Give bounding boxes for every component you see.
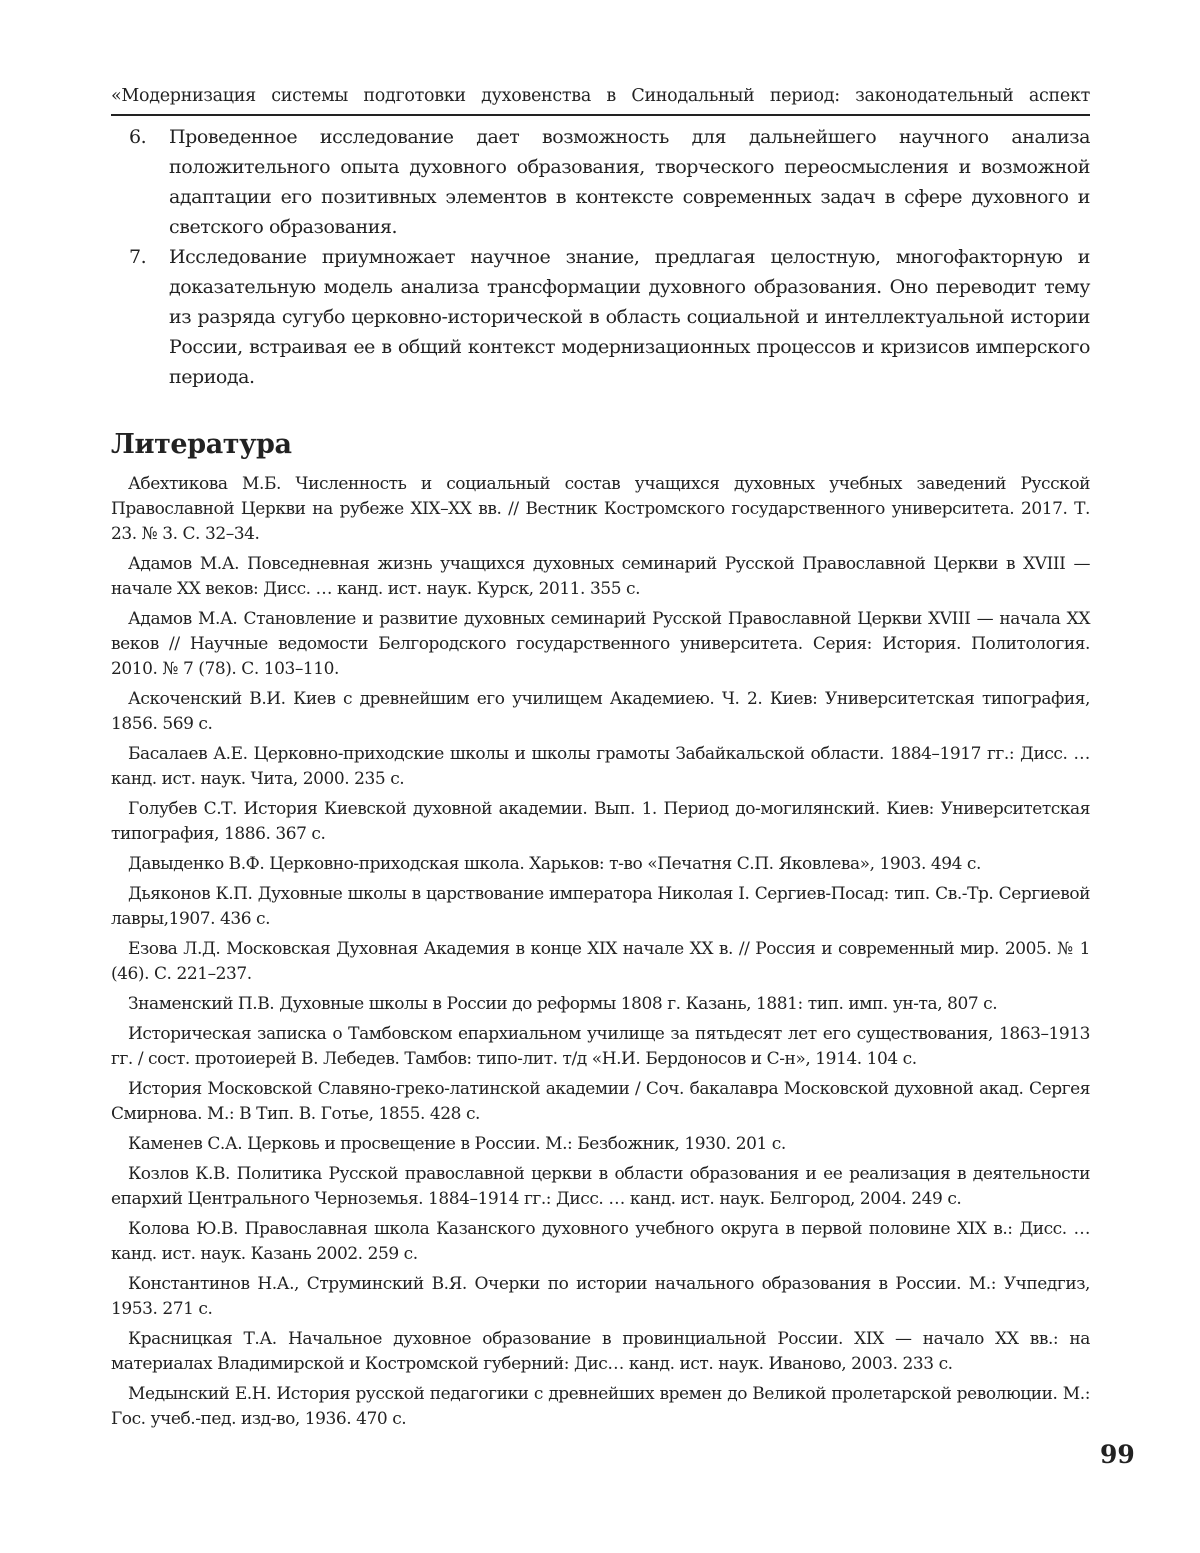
reference-entry: Константинов Н.А., Струминский В.Я. Очерки по истории начального образования в России. М.: Учпедгиз, 1953. 271 с. (111, 1274, 1090, 1319)
reference-entry: Аскоченский В.И. Киев с древнейшим его училищем Академиею. Ч. 2. Киев: Университетская типография, 1856. 569 с. (111, 689, 1090, 734)
reference-entry: Адамов М.А. Становление и развитие духовных семинарий Русской Православной Церкви XVIII — начала XX веков // Научные ведомости Белгородского государственного университета. Серия: История. Политология. 2010. № 7 (78). С. 103–110. (111, 609, 1090, 679)
reference-entry: Каменев С.А. Церковь и просвещение в России. М.: Безбожник, 1930. 201 с. (128, 1134, 786, 1154)
references-heading: Литература (111, 429, 292, 460)
reference-entry: Историческая записка о Тамбовском епархиальном училище за пятьдесят лет его существования, 1863–1913 гг. / сост. протоиерей В. Лебедев. Тамбов: типо-лит. т/д «Н.И. Бердоносов и С-н», 1914. 104 с. (111, 1024, 1090, 1069)
reference-entry: Голубев С.Т. История Киевской духовной академии. Вып. 1. Период до-могилянский. Киев: Университетская типография, 1886. 367 с. (111, 799, 1090, 844)
reference-entry: Козлов К.В. Политика Русской православной церкви в области образования и ее реализация в деятельности епархий Центрального Черноземья. 1884–1914 гг.: Дисс. … канд. ист. наук. Белгород, 2004. 249 с. (111, 1164, 1090, 1209)
reference-entry: Басалаев А.Е. Церковно-приходские школы и школы грамоты Забайкальской области. 1884–1917 гг.: Дисс. … канд. ист. наук. Чита, 2000. 235 с. (111, 744, 1090, 789)
reference-entry: Колова Ю.В. Православная школа Казанского духовного учебного округа в первой половине XIX в.: Дисс. … канд. ист. наук. Казань 2002. 259 с. (111, 1219, 1090, 1264)
running-head: «Модернизация системы подготовки духовенства в Синодальный период: законодательный аспект (111, 84, 1090, 116)
conclusions-list (111, 122, 1090, 392)
reference-entry: Давыденко В.Ф. Церковно-приходская школа. Харьков: т-во «Печатня С.П. Яковлева», 1903. 494 с. (128, 854, 981, 874)
conclusion-number: 6. (129, 126, 147, 148)
reference-entry: Адамов М.А. Повседневная жизнь учащихся духовных семинарий Русской Православной Церкви в XVIII — начале XX веков: Дисс. … канд. ист. наук. Курск, 2011. 355 с. (111, 554, 1090, 599)
conclusion-number: 7. (129, 246, 147, 268)
reference-entry: Езова Л.Д. Московская Духовная Академия в конце XIX начале XX в. // Россия и современный мир. 2005. № 1 (46). С. 221–237. (111, 939, 1090, 984)
conclusion-text: Исследование приумножает научное знание, предлагая целостную, многофакторную и доказательную модель анализа трансформации духовного образования. Оно переводит тему из разряда сугубо церковно-исторической в область социальной и интеллектуальной истории России, встраивая ее в общий контекст модернизационных процессов и кризисов имперского периода. (169, 246, 1090, 388)
reference-entry: Абехтикова М.Б. Численность и социальный состав учащихся духовных учебных заведений Русской Православной Церкви на рубеже XIX–XX вв. // Вестник Костромского государственного университета. 2017. Т. 23. № 3. С. 32–34. (111, 474, 1090, 544)
conclusion-text: Проведенное исследование дает возможность для дальнейшего научного анализа положительного опыта духовного образования, творческого переосмысления и возможной адаптации его позитивных элементов в контексте современных задач в сфере духовного и светского образования. (169, 126, 1090, 238)
conclusion-item (111, 122, 1090, 242)
reference-entry: Дьяконов К.П. Духовные школы в царствование императора Николая I. Сергиев-Посад: тип. Св.-Тр. Сергиевой лавры,1907. 436 с. (111, 884, 1090, 929)
reference-entry: Красницкая Т.А. Начальное духовное образование в провинциальной России. XIX — начало XX вв.: на материалах Владимирской и Костромской губерний: Дис… канд. ист. наук. Иваново, 2003. 233 с. (111, 1329, 1090, 1374)
reference-entry: История Московской Славяно-греко-латинской академии / Соч. бакалавра Московской духовной акад. Сергея Смирнова. М.: В Тип. В. Готье, 1855. 428 с. (111, 1079, 1090, 1124)
page-content (111, 84, 1090, 1437)
reference-entry: Знаменский П.В. Духовные школы в России до реформы 1808 г. Казань, 1881: тип. имп. ун-та, 807 с. (128, 994, 998, 1014)
references-list (111, 472, 1090, 1432)
page-number: 99 (1100, 1440, 1135, 1469)
conclusion-item (111, 242, 1090, 392)
reference-entry: Медынский Е.Н. История русской педагогики с древнейших времен до Великой пролетарской революции. М.: Гос. учеб.-пед. изд-во, 1936. 470 с. (111, 1384, 1090, 1429)
